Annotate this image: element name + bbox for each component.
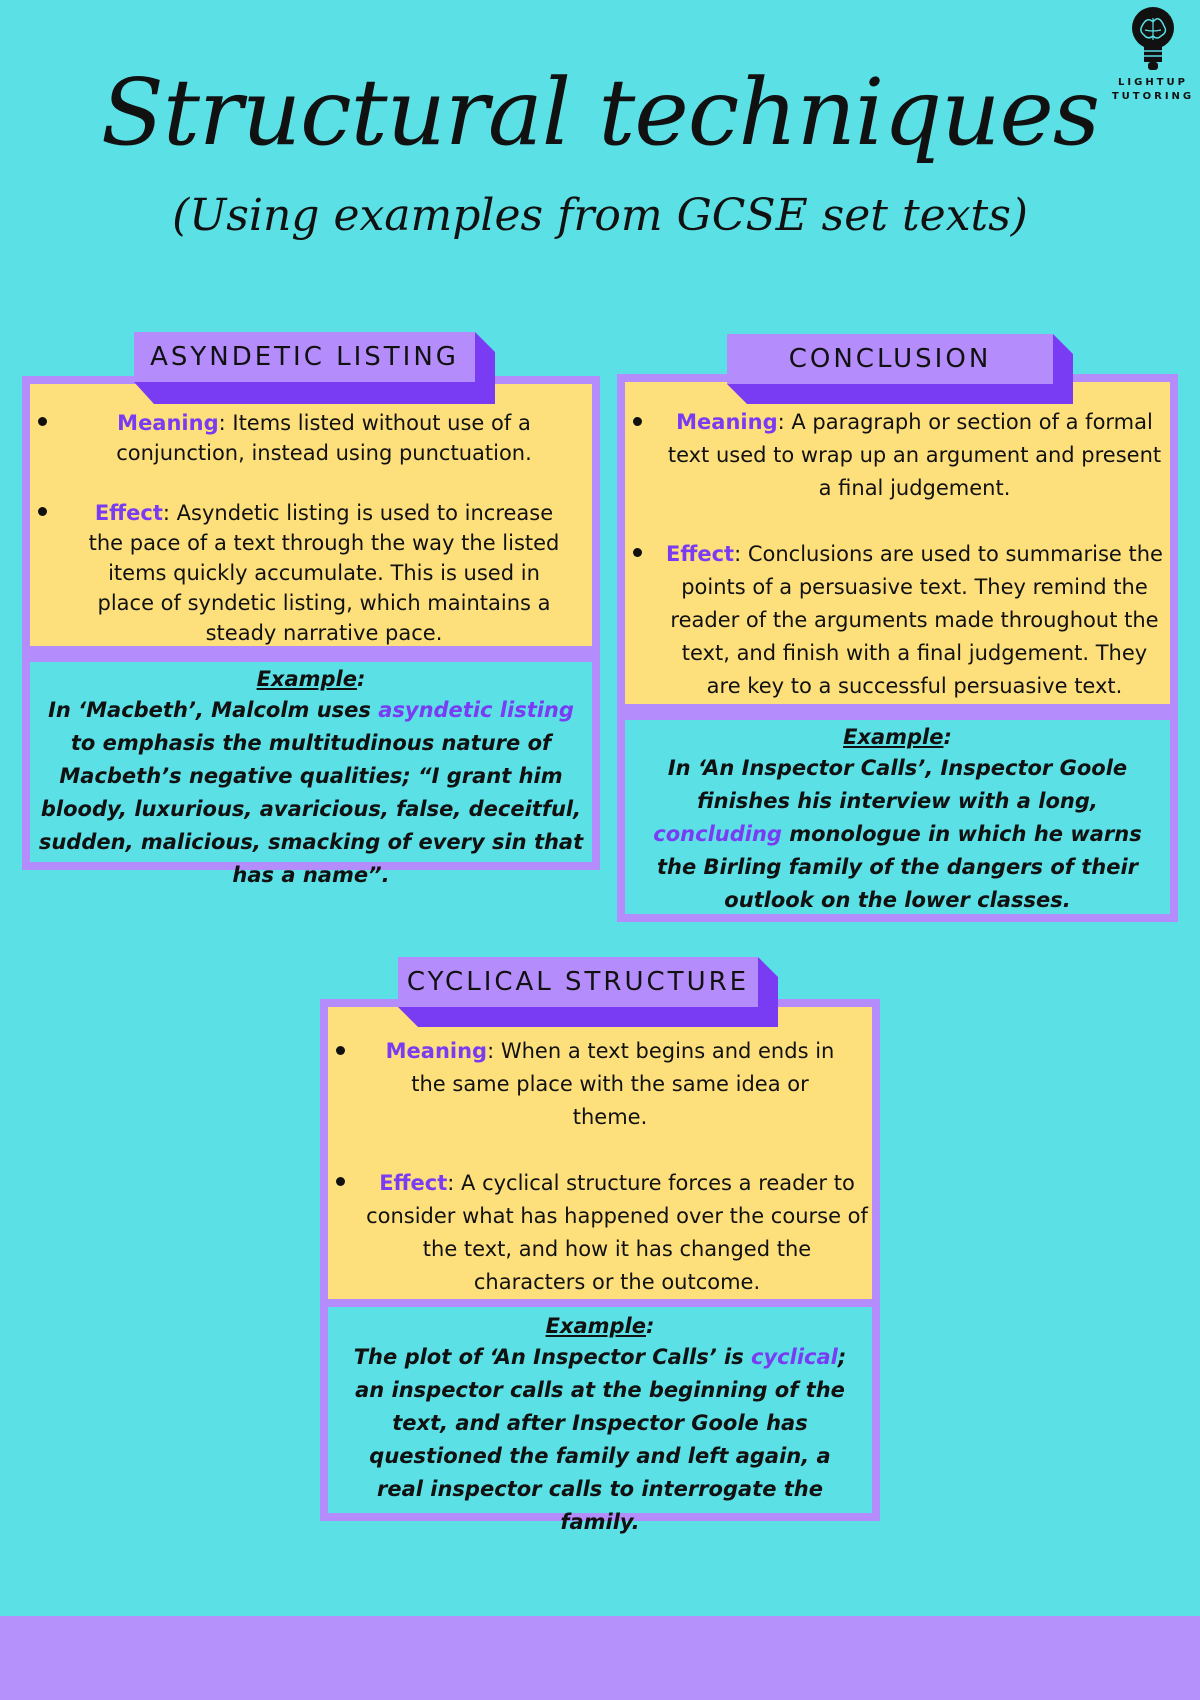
definition-panel: [22, 376, 600, 654]
bullet-icon: [336, 1046, 345, 1055]
bullet-icon: [633, 417, 642, 426]
example-heading: [625, 720, 1170, 752]
example-text-end: monologue in which he warns the Birling family of the dangers of their outlook on the lower classes.: [656, 822, 1142, 912]
effect-label: Effect: [94, 501, 163, 525]
effect-text: : Conclusions are used to summarise the points of a persuasive text. They remind the reader of the arguments made throughout the text, and finish with a final judgement. They are key to a successful persuasive text.: [670, 542, 1163, 698]
example-label: Example: [256, 667, 357, 691]
meaning-label: Meaning: [676, 410, 778, 434]
page-title: Structural techniques: [100, 59, 1100, 166]
example-text-start: The plot of ‘An Inspector Calls’ is: [353, 1345, 752, 1369]
header-shadow-bottom: [134, 382, 495, 404]
bullet-icon: [336, 1177, 345, 1186]
header-asyndetic-listing: ASYNDETIC LISTING: [134, 332, 475, 382]
example-text-end: ; an inspector calls at the beginning of the text, and after Inspector Goole has questioned the family and left again, a real inspector calls to interrogate the family.: [355, 1345, 847, 1534]
effect-label: Effect: [379, 1171, 448, 1195]
logo-line-1: LIGHTUP: [1118, 77, 1188, 88]
meaning-label: Meaning: [117, 411, 219, 435]
example-panel: [617, 712, 1178, 922]
meaning-text: : A paragraph or section of a formal text used to wrap up an argument and present a final judgement.: [667, 410, 1162, 500]
effect-item: [625, 505, 1170, 703]
example-highlight: cyclical: [751, 1345, 838, 1369]
example-text-start: In ‘An Inspector Calls’, Inspector Goole finishes his interview with a long,: [667, 756, 1128, 813]
header-cyclical-structure: CYCLICAL STRUCTURE: [398, 957, 758, 1007]
example-highlight: asyndetic listing: [378, 698, 574, 722]
example-label: Example: [843, 725, 944, 749]
footer-band: [0, 1616, 1200, 1700]
meaning-text: : When a text begins and ends in the same place with the same idea or theme.: [411, 1039, 835, 1129]
example-text-end: to emphasis the multitudinous nature of Macbeth’s negative qualities; “I grant him bloody, luxurious, avaricious, false, deceitful, sudden, malicious, smacking of every sin that has a name”.: [38, 731, 584, 887]
definition-panel: [617, 374, 1178, 712]
header-shadow-bottom: [398, 1007, 778, 1027]
effect-text: : Asyndetic listing is used to increase the pace of a text through the way the listed items quickly accumulate. This is used in place of syndetic listing, which maintains a steady narrative pace.: [88, 501, 560, 645]
example-heading: [30, 662, 592, 694]
effect-item: [328, 1134, 872, 1299]
definition-panel: [320, 999, 880, 1307]
example-text: [30, 694, 592, 892]
bullet-icon: [38, 507, 47, 516]
example-text: [328, 1341, 872, 1539]
example-panel: [320, 1299, 880, 1534]
example-label: Example: [545, 1314, 646, 1338]
effect-item: [30, 468, 592, 648]
example-text-start: In ‘Macbeth’, Malcolm uses: [48, 698, 379, 722]
effect-text: : A cyclical structure forces a reader to consider what has happened over the course of the text, and how it has changed the characters or the outcome.: [366, 1171, 868, 1294]
example-colon: :: [357, 667, 366, 691]
effect-label: Effect: [666, 542, 735, 566]
example-heading: [328, 1307, 872, 1341]
bullet-icon: [633, 548, 642, 557]
meaning-text: : Items listed without use of a conjunction, instead using punctuation.: [116, 411, 532, 465]
example-panel: [22, 654, 600, 887]
meaning-label: Meaning: [385, 1039, 488, 1063]
header-shadow-bottom: [727, 384, 1073, 404]
header-conclusion: CONCLUSION: [727, 334, 1053, 384]
example-colon: :: [646, 1314, 655, 1338]
bullet-icon: [38, 417, 47, 426]
page-subtitle: (Using examples from GCSE set texts): [172, 190, 1028, 241]
example-text: [625, 752, 1170, 917]
logo-line-2: TUTORING: [1111, 91, 1195, 102]
example-highlight: concluding: [653, 822, 782, 846]
example-colon: :: [943, 725, 952, 749]
